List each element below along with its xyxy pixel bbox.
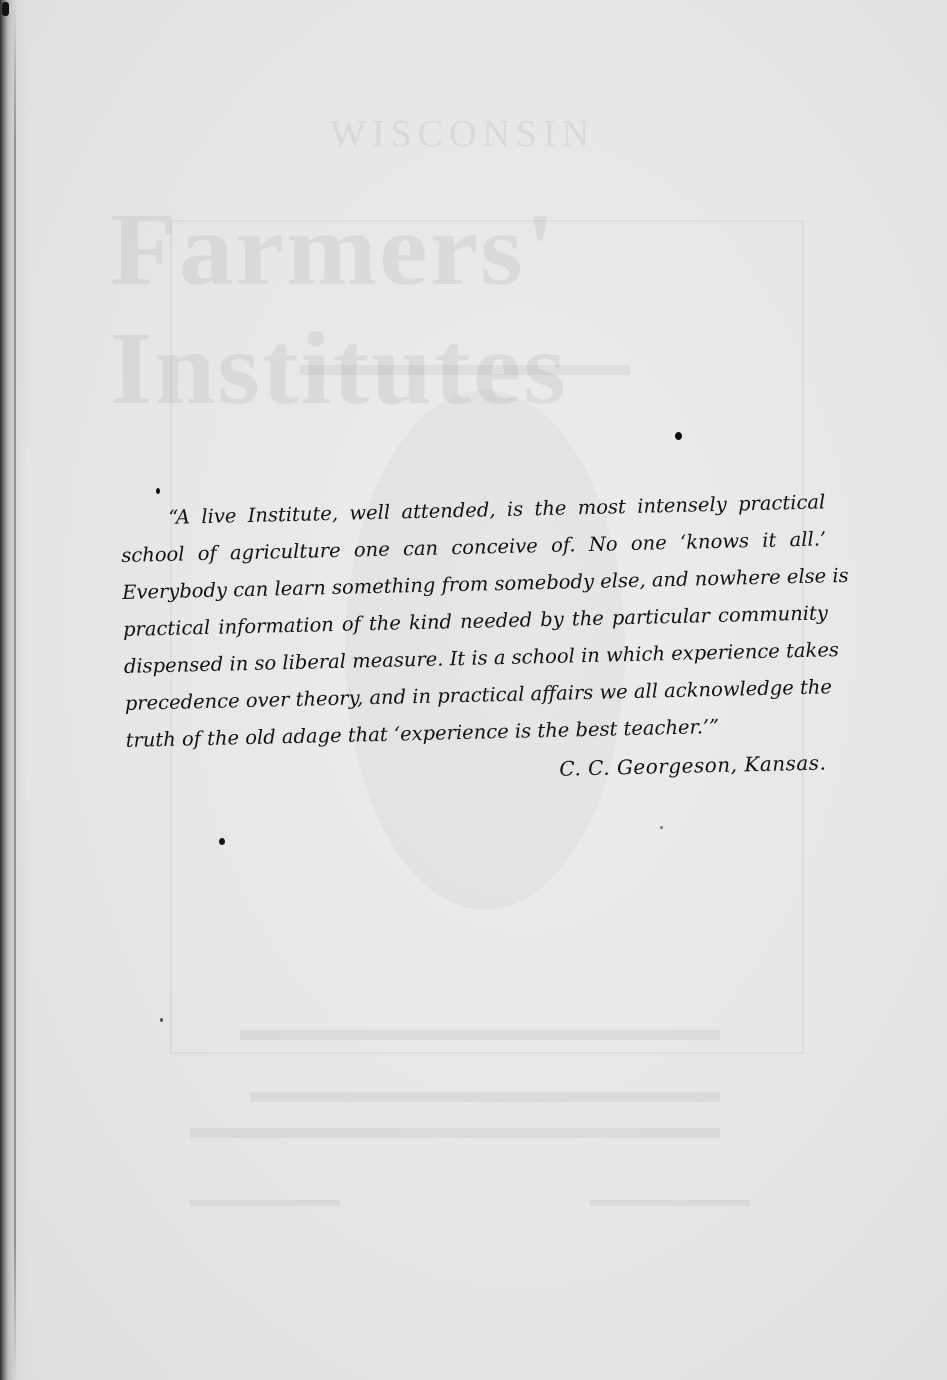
ink-speck: [156, 488, 160, 494]
ghost-text-line: [590, 1200, 750, 1206]
quote-line-7: truth of the old adage that ‘experience is the best teacher.’”: [125, 714, 720, 752]
ghost-title-big: Farmers' Institutes: [110, 192, 568, 426]
ink-speck: [660, 826, 663, 829]
ghost-text-line: [190, 1128, 720, 1138]
quote-line-6: precedence over theory, and in practical affairs we all acknowledge the: [124, 675, 833, 715]
quote-line-4: practical information of the kind needed by the particular community: [122, 601, 829, 641]
ink-speck: [219, 838, 225, 845]
quote-line-5: dispensed in so liberal measure. It is a school in which experience takes: [123, 638, 840, 678]
ink-speck: [160, 1018, 163, 1022]
ink-speck: [675, 432, 682, 440]
quote-line-1: “A live Institute, well attended, is the most intensely practical: [168, 490, 826, 529]
corner-mark: [2, 2, 9, 16]
quote-attribution: C. C. Georgeson, Kansas.: [559, 750, 827, 781]
ghost-text-line: [190, 1200, 340, 1206]
ghost-text-line: [300, 365, 630, 375]
ghost-text-line: [240, 1030, 720, 1040]
quotation-block: [120, 483, 852, 798]
ghost-title-small: WISCONSIN: [330, 113, 596, 155]
quote-line-2: school of agriculture one can conceive of. No one ‘knows it all.’: [121, 527, 827, 567]
binding-crease: [14, 0, 16, 1380]
ghost-text-line: [250, 1092, 720, 1102]
quote-line-3: Everybody can learn something from somebody else, and nowhere else is: [121, 563, 849, 604]
